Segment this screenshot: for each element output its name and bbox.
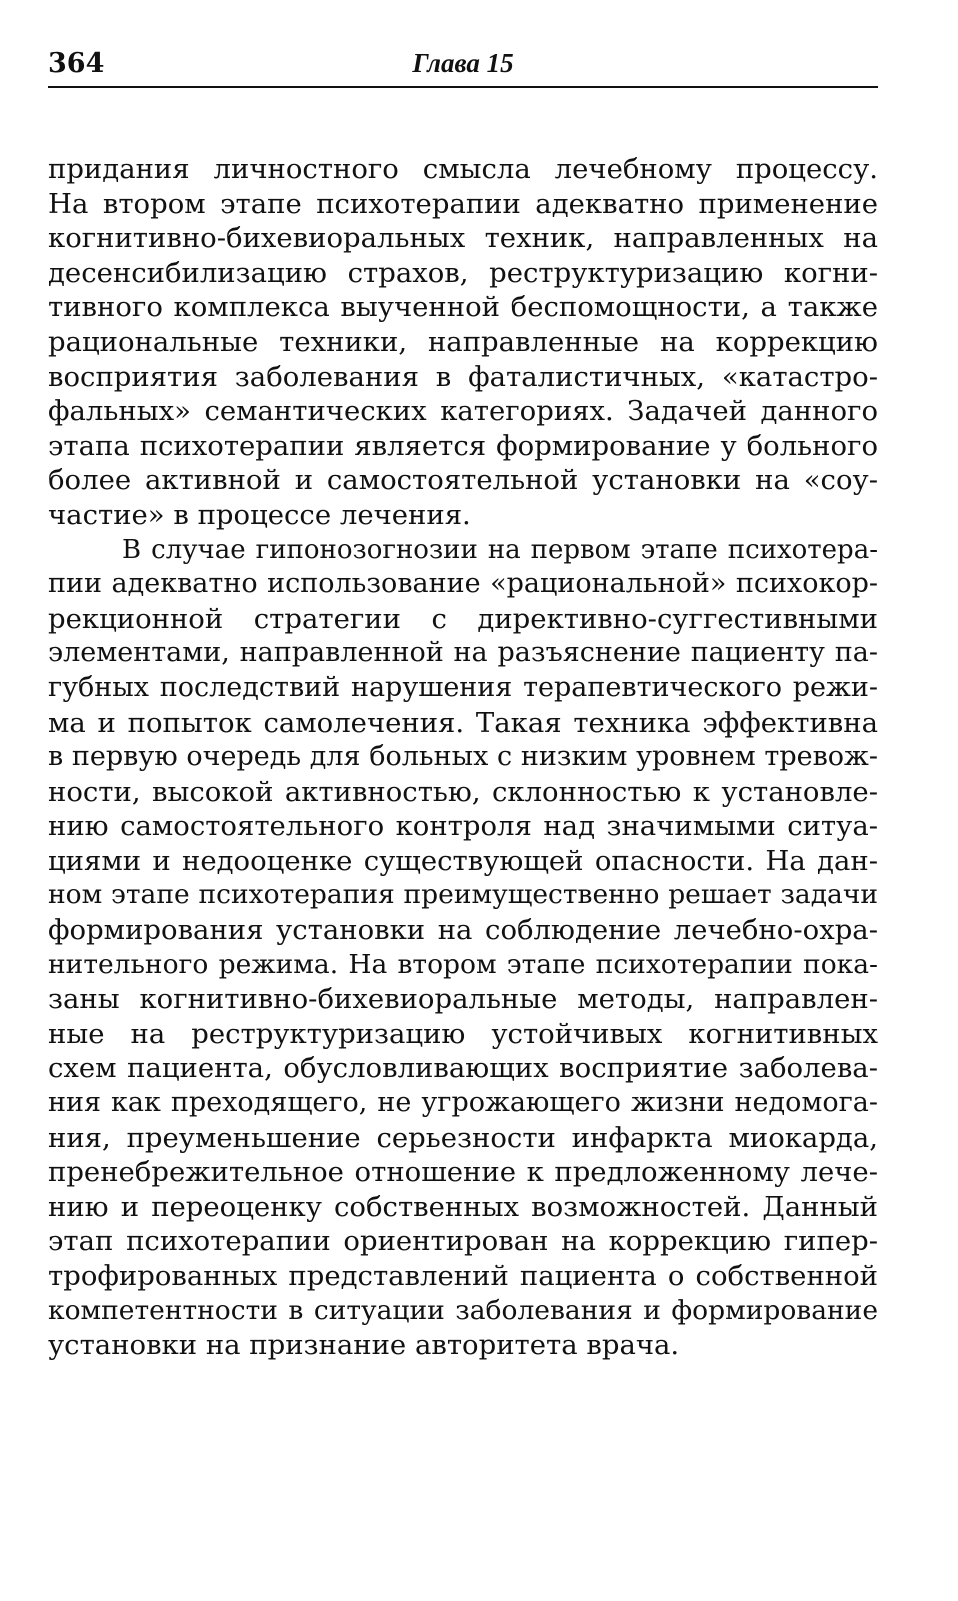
text-line: губных последствий нарушения терапевтического режи- (48, 671, 878, 703)
text-line: частие» в процессе лечения. (48, 498, 471, 531)
text-line: ма и попыток самолечения. Такая техника эффективна (48, 706, 878, 739)
text-line: циями и недооценке существующей опасности. На дан- (48, 844, 878, 877)
text-line: нительного режима. На втором этапе психотерапии пока- (48, 948, 878, 980)
text-line: восприятия заболевания в фаталистичных, «катастро- (48, 360, 878, 393)
text-line: заны когнитивно-бихевиоральные методы, направлен- (48, 983, 878, 1016)
paragraph-first-line: В случае гипонозогнозии на первом этапе психотера- (122, 534, 878, 565)
text-line: пренебрежительное отношение к предложенному лече- (48, 1156, 878, 1189)
text-line: установки на признание авторитета врача. (48, 1329, 680, 1362)
text-line: ном этапе психотерапия преимущественно решает задачи (48, 879, 878, 911)
text-line: придания личностного смысла лечебному процессу. (48, 153, 878, 185)
page-header (48, 46, 878, 88)
text-line: в первую очередь для больных с низким уровнем тревож- (48, 741, 878, 773)
text-line: трофированных представлений пациента о собственной (48, 1260, 878, 1292)
text-line: На втором этапе психотерапии адекватно применение (48, 187, 878, 220)
chapter-title: Глава 15 (412, 48, 514, 78)
text-line: ные на реструктуризацию устойчивых когнитивных (48, 1017, 878, 1050)
text-line: когнитивно-бихевиоральных техник, направленных на (48, 222, 878, 255)
text-line: нию самостоятельного контроля над значимыми ситуа- (48, 810, 878, 843)
text-line: схем пациента, обусловливающих восприятие заболева- (48, 1052, 878, 1085)
text-line: этап психотерапии ориентирован на коррекцию гипер- (48, 1225, 878, 1258)
text-line: тивного комплекса выученной беспомощности, а также (48, 291, 878, 324)
body-text (48, 152, 878, 1363)
text-line: фальных» семантических категориях. Задачей данного (48, 395, 878, 428)
text-line: более активной и самостоятельной установки на «соу- (48, 464, 878, 497)
page-number: 364 (48, 48, 105, 79)
text-line: нию и переоценку собственных возможностей. Данный (48, 1190, 878, 1223)
text-line: рекционной стратегии с директивно-суггестивными (48, 602, 878, 635)
text-line: пии адекватно использование «рациональной» психокор- (48, 568, 878, 600)
text-line: десенсибилизацию страхов, реструктуризацию когни- (48, 256, 878, 289)
text-line: компетентности в ситуации заболевания и формирование (48, 1294, 878, 1326)
text-line: этапа психотерапии является формирование у больного (48, 429, 878, 462)
text-line: ния как преходящего, не угрожающего жизни недомога- (48, 1087, 878, 1119)
text-line: формирования установки на соблюдение лечебно-охра- (48, 914, 878, 947)
text-line: элементами, направленной на разъяснение пациенту па- (48, 637, 878, 669)
text-line: рациональные техники, направленные на коррекцию (48, 325, 878, 358)
text-line: ния, преуменьшение серьезности инфаркта миокарда, (48, 1121, 878, 1154)
text-line: ности, высокой активностью, склонностью к установле- (48, 775, 878, 808)
